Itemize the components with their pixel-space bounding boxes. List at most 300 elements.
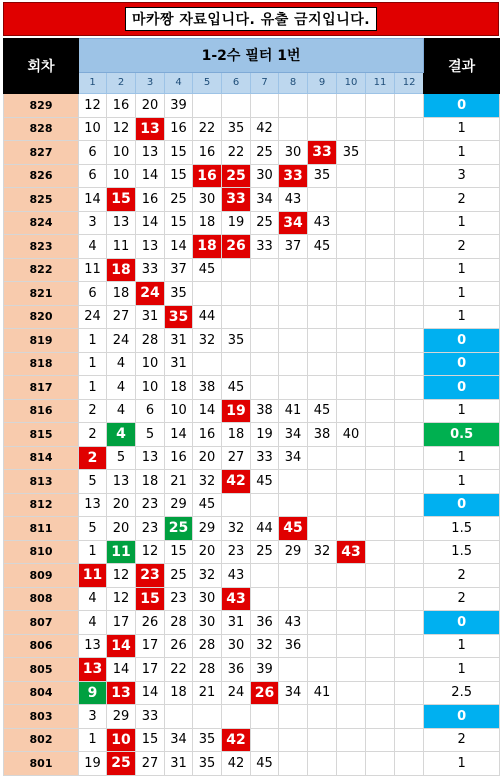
number-cell: [337, 376, 366, 400]
number-cell: [222, 258, 251, 282]
number-cell: 15: [165, 540, 193, 564]
number-cell: [308, 188, 337, 212]
number-cell: 10: [107, 164, 136, 188]
number-cell: 37: [279, 235, 308, 259]
number-cell: [251, 728, 279, 752]
highlighted-number-cell: 42: [222, 470, 251, 494]
round-number: 817: [4, 376, 79, 400]
number-cell: [366, 423, 395, 447]
number-cell: [251, 564, 279, 588]
number-cell: 13: [136, 235, 165, 259]
number-cell: 27: [107, 305, 136, 329]
number-cell: 20: [107, 493, 136, 517]
number-cell: [337, 211, 366, 235]
number-cell: 38: [308, 423, 337, 447]
round-number: 818: [4, 352, 79, 376]
number-cell: 39: [251, 658, 279, 682]
highlighted-number-cell: 25: [165, 517, 193, 541]
number-cell: 24: [107, 329, 136, 353]
number-cell: [308, 634, 337, 658]
column-number: 1: [79, 72, 107, 93]
number-cell: 32: [193, 564, 222, 588]
number-cell: [279, 376, 308, 400]
number-cell: [279, 658, 308, 682]
number-cell: 16: [165, 117, 193, 141]
number-cell: 36: [279, 634, 308, 658]
table-row: [4, 564, 500, 588]
highlighted-number-cell: 15: [136, 587, 165, 611]
number-cell: [337, 235, 366, 259]
number-cell: 1: [79, 540, 107, 564]
number-cell: 26: [165, 634, 193, 658]
highlighted-number-cell: 11: [107, 540, 136, 564]
result-cell: 1: [424, 658, 500, 682]
number-cell: 20: [193, 446, 222, 470]
number-cell: [395, 94, 424, 118]
number-cell: 10: [165, 399, 193, 423]
column-number: 11: [366, 72, 395, 93]
number-cell: [165, 705, 193, 729]
number-cell: [395, 470, 424, 494]
number-cell: [366, 235, 395, 259]
number-cell: [308, 117, 337, 141]
result-cell: 1: [424, 282, 500, 306]
column-number: 4: [165, 72, 193, 93]
number-cell: 15: [136, 728, 165, 752]
number-cell: 14: [79, 188, 107, 212]
number-cell: [308, 752, 337, 776]
number-cell: [395, 352, 424, 376]
number-cell: 6: [79, 282, 107, 306]
number-cell: 25: [165, 188, 193, 212]
number-cell: [337, 752, 366, 776]
number-cell: 43: [308, 211, 337, 235]
number-cell: [395, 399, 424, 423]
table-row: [4, 235, 500, 259]
number-cell: [395, 587, 424, 611]
number-cell: 10: [79, 117, 107, 141]
round-number: 822: [4, 258, 79, 282]
highlighted-number-cell: 45: [279, 517, 308, 541]
number-cell: 45: [193, 258, 222, 282]
number-cell: [395, 258, 424, 282]
column-number: 12: [395, 72, 424, 93]
number-cell: 31: [165, 352, 193, 376]
number-cell: 31: [165, 329, 193, 353]
number-cell: [222, 94, 251, 118]
number-cell: [337, 470, 366, 494]
number-cell: 13: [79, 493, 107, 517]
number-cell: 23: [222, 540, 251, 564]
number-cell: 35: [337, 141, 366, 165]
number-cell: 45: [251, 470, 279, 494]
number-cell: [251, 587, 279, 611]
number-cell: 38: [251, 399, 279, 423]
result-cell: 1: [424, 634, 500, 658]
number-cell: 4: [107, 399, 136, 423]
round-number: 802: [4, 728, 79, 752]
number-cell: 35: [193, 752, 222, 776]
number-cell: 15: [165, 141, 193, 165]
table-row: [4, 752, 500, 776]
number-cell: 5: [79, 517, 107, 541]
number-cell: [366, 258, 395, 282]
number-cell: [395, 211, 424, 235]
number-cell: [337, 493, 366, 517]
number-cell: 45: [251, 752, 279, 776]
result-cell: 1: [424, 399, 500, 423]
number-cell: [366, 399, 395, 423]
highlighted-number-cell: 13: [136, 117, 165, 141]
highlighted-number-cell: 11: [79, 564, 107, 588]
number-cell: [366, 634, 395, 658]
number-cell: 16: [193, 141, 222, 165]
number-cell: [279, 587, 308, 611]
number-cell: [395, 117, 424, 141]
number-cell: 20: [107, 517, 136, 541]
number-cell: 42: [222, 752, 251, 776]
number-cell: [337, 681, 366, 705]
number-cell: 15: [165, 211, 193, 235]
number-cell: [337, 658, 366, 682]
table-row: [4, 258, 500, 282]
number-cell: 13: [136, 446, 165, 470]
table-row: [4, 305, 500, 329]
number-cell: [308, 493, 337, 517]
result-cell: 2: [424, 235, 500, 259]
highlighted-number-cell: 9: [79, 681, 107, 705]
round-number: 826: [4, 164, 79, 188]
number-cell: [337, 329, 366, 353]
number-cell: [308, 611, 337, 635]
number-cell: [279, 94, 308, 118]
result-cell: 0: [424, 611, 500, 635]
result-cell: 2: [424, 564, 500, 588]
number-cell: [308, 705, 337, 729]
number-cell: 25: [251, 211, 279, 235]
highlighted-number-cell: 2: [79, 446, 107, 470]
round-number: 813: [4, 470, 79, 494]
number-cell: 35: [193, 728, 222, 752]
number-cell: 19: [79, 752, 107, 776]
number-cell: [366, 470, 395, 494]
number-cell: 43: [279, 188, 308, 212]
number-cell: [366, 658, 395, 682]
table-row: [4, 141, 500, 165]
number-cell: [337, 728, 366, 752]
table-row: [4, 658, 500, 682]
number-cell: 3: [79, 705, 107, 729]
number-cell: 32: [222, 517, 251, 541]
number-cell: 25: [251, 141, 279, 165]
number-cell: 11: [107, 235, 136, 259]
number-cell: [395, 564, 424, 588]
number-cell: 44: [251, 517, 279, 541]
highlighted-number-cell: 34: [279, 211, 308, 235]
number-cell: [366, 141, 395, 165]
highlighted-number-cell: 14: [107, 634, 136, 658]
column-number: 6: [222, 72, 251, 93]
number-cell: 44: [193, 305, 222, 329]
number-cell: 33: [136, 705, 165, 729]
number-cell: [251, 705, 279, 729]
number-cell: 30: [193, 611, 222, 635]
number-cell: 45: [308, 235, 337, 259]
table-row: [4, 705, 500, 729]
highlighted-number-cell: 4: [107, 423, 136, 447]
number-cell: [251, 329, 279, 353]
number-cell: [308, 517, 337, 541]
number-cell: [337, 258, 366, 282]
result-cell: 0: [424, 329, 500, 353]
result-cell: 1: [424, 141, 500, 165]
number-cell: [337, 611, 366, 635]
number-cell: [222, 352, 251, 376]
round-number: 825: [4, 188, 79, 212]
number-cell: [395, 446, 424, 470]
number-cell: 43: [279, 611, 308, 635]
result-cell: 2.5: [424, 681, 500, 705]
number-cell: 28: [193, 658, 222, 682]
number-cell: [279, 752, 308, 776]
number-cell: [395, 540, 424, 564]
number-cell: [251, 376, 279, 400]
number-cell: [395, 658, 424, 682]
number-cell: [366, 564, 395, 588]
number-cell: 11: [79, 258, 107, 282]
number-cell: 25: [251, 540, 279, 564]
number-cell: 41: [308, 681, 337, 705]
number-cell: [337, 399, 366, 423]
number-cell: 32: [308, 540, 337, 564]
number-cell: 29: [107, 705, 136, 729]
number-cell: [308, 658, 337, 682]
result-cell: 1: [424, 446, 500, 470]
number-cell: [337, 94, 366, 118]
column-number: 8: [279, 72, 308, 93]
number-cell: [251, 282, 279, 306]
table-row: [4, 164, 500, 188]
number-cell: [337, 446, 366, 470]
number-cell: [279, 470, 308, 494]
highlighted-number-cell: 33: [279, 164, 308, 188]
number-cell: 14: [165, 423, 193, 447]
number-cell: 16: [193, 423, 222, 447]
number-cell: 22: [222, 141, 251, 165]
number-cell: [366, 305, 395, 329]
table-row: [4, 282, 500, 306]
number-cell: 28: [136, 329, 165, 353]
round-number: 827: [4, 141, 79, 165]
number-cell: [366, 681, 395, 705]
number-cell: [251, 258, 279, 282]
round-number: 814: [4, 446, 79, 470]
table-row: [4, 399, 500, 423]
number-cell: 1: [79, 329, 107, 353]
number-cell: 29: [279, 540, 308, 564]
number-cell: 25: [165, 564, 193, 588]
result-cell: 0: [424, 705, 500, 729]
number-cell: 38: [193, 376, 222, 400]
number-cell: 14: [107, 658, 136, 682]
result-cell: 1.5: [424, 517, 500, 541]
number-cell: [366, 587, 395, 611]
number-cell: 40: [337, 423, 366, 447]
number-cell: [251, 94, 279, 118]
number-cell: 14: [165, 235, 193, 259]
number-cell: 13: [107, 211, 136, 235]
number-cell: [366, 493, 395, 517]
round-number: 804: [4, 681, 79, 705]
round-number: 812: [4, 493, 79, 517]
round-number: 803: [4, 705, 79, 729]
number-cell: [337, 705, 366, 729]
number-cell: [308, 587, 337, 611]
result-cell: 2: [424, 728, 500, 752]
number-cell: [366, 540, 395, 564]
number-cell: 10: [107, 141, 136, 165]
number-cell: 4: [107, 352, 136, 376]
number-cell: [279, 728, 308, 752]
number-cell: [395, 517, 424, 541]
table-row: [4, 446, 500, 470]
number-cell: 12: [79, 94, 107, 118]
number-cell: 17: [136, 634, 165, 658]
number-cell: 4: [107, 376, 136, 400]
number-cell: 32: [251, 634, 279, 658]
highlighted-number-cell: 23: [136, 564, 165, 588]
number-cell: 23: [165, 587, 193, 611]
number-cell: 1: [79, 728, 107, 752]
highlighted-number-cell: 16: [193, 164, 222, 188]
number-cell: [279, 258, 308, 282]
number-cell: [193, 94, 222, 118]
number-cell: 2: [79, 423, 107, 447]
number-cell: 22: [165, 658, 193, 682]
result-cell: 1: [424, 258, 500, 282]
number-cell: 41: [279, 399, 308, 423]
number-cell: [366, 282, 395, 306]
number-cell: 34: [165, 728, 193, 752]
number-cell: 31: [136, 305, 165, 329]
number-cell: [337, 282, 366, 306]
number-cell: 19: [222, 211, 251, 235]
number-cell: 14: [136, 681, 165, 705]
round-number: 820: [4, 305, 79, 329]
number-cell: 34: [279, 681, 308, 705]
number-cell: [308, 564, 337, 588]
result-cell: 1: [424, 752, 500, 776]
number-cell: [395, 329, 424, 353]
number-cell: 10: [136, 376, 165, 400]
number-cell: [366, 164, 395, 188]
table-row: [4, 681, 500, 705]
highlighted-number-cell: 33: [308, 141, 337, 165]
table-row: [4, 470, 500, 494]
number-cell: 18: [222, 423, 251, 447]
number-cell: 34: [279, 446, 308, 470]
result-cell: 1: [424, 211, 500, 235]
number-cell: [308, 728, 337, 752]
number-cell: [193, 705, 222, 729]
number-cell: [337, 564, 366, 588]
table-title: 1-2수 필터 1번: [79, 39, 424, 73]
number-cell: 15: [165, 164, 193, 188]
number-cell: 35: [222, 117, 251, 141]
table-row: [4, 587, 500, 611]
number-cell: [366, 94, 395, 118]
number-cell: [337, 117, 366, 141]
table-row: [4, 211, 500, 235]
result-cell: 0: [424, 376, 500, 400]
number-cell: [308, 329, 337, 353]
number-cell: 39: [165, 94, 193, 118]
result-cell: 0: [424, 493, 500, 517]
number-cell: [279, 705, 308, 729]
table-row: [4, 117, 500, 141]
round-number: 816: [4, 399, 79, 423]
number-cell: 14: [136, 211, 165, 235]
number-cell: [366, 329, 395, 353]
result-cell: 0: [424, 94, 500, 118]
number-cell: 20: [136, 94, 165, 118]
number-cell: 33: [136, 258, 165, 282]
highlighted-number-cell: 26: [251, 681, 279, 705]
number-cell: 30: [279, 141, 308, 165]
number-cell: [366, 211, 395, 235]
number-cell: [337, 188, 366, 212]
number-cell: 12: [107, 117, 136, 141]
number-cell: [395, 305, 424, 329]
number-cell: 17: [107, 611, 136, 635]
round-number: 815: [4, 423, 79, 447]
number-cell: [251, 305, 279, 329]
number-cell: [308, 282, 337, 306]
number-cell: [366, 376, 395, 400]
number-cell: 5: [79, 470, 107, 494]
number-cell: 6: [79, 141, 107, 165]
table-row: [4, 352, 500, 376]
number-cell: 36: [251, 611, 279, 635]
round-header: 회차: [4, 39, 79, 94]
result-header: 결과: [424, 39, 500, 94]
number-cell: [395, 188, 424, 212]
number-cell: 10: [136, 352, 165, 376]
number-cell: [279, 117, 308, 141]
number-cell: [279, 305, 308, 329]
round-number: 809: [4, 564, 79, 588]
number-cell: [395, 423, 424, 447]
number-cell: 13: [107, 470, 136, 494]
number-cell: [395, 376, 424, 400]
round-number: 811: [4, 517, 79, 541]
table-row: [4, 634, 500, 658]
number-cell: [395, 235, 424, 259]
result-cell: 1.5: [424, 540, 500, 564]
number-cell: 29: [165, 493, 193, 517]
number-cell: [222, 282, 251, 306]
highlighted-number-cell: 42: [222, 728, 251, 752]
highlighted-number-cell: 13: [107, 681, 136, 705]
number-cell: [308, 446, 337, 470]
highlighted-number-cell: 43: [337, 540, 366, 564]
number-cell: [251, 493, 279, 517]
number-cell: 43: [222, 564, 251, 588]
number-cell: [337, 634, 366, 658]
highlighted-number-cell: 15: [107, 188, 136, 212]
number-cell: [395, 282, 424, 306]
table-row: [4, 188, 500, 212]
